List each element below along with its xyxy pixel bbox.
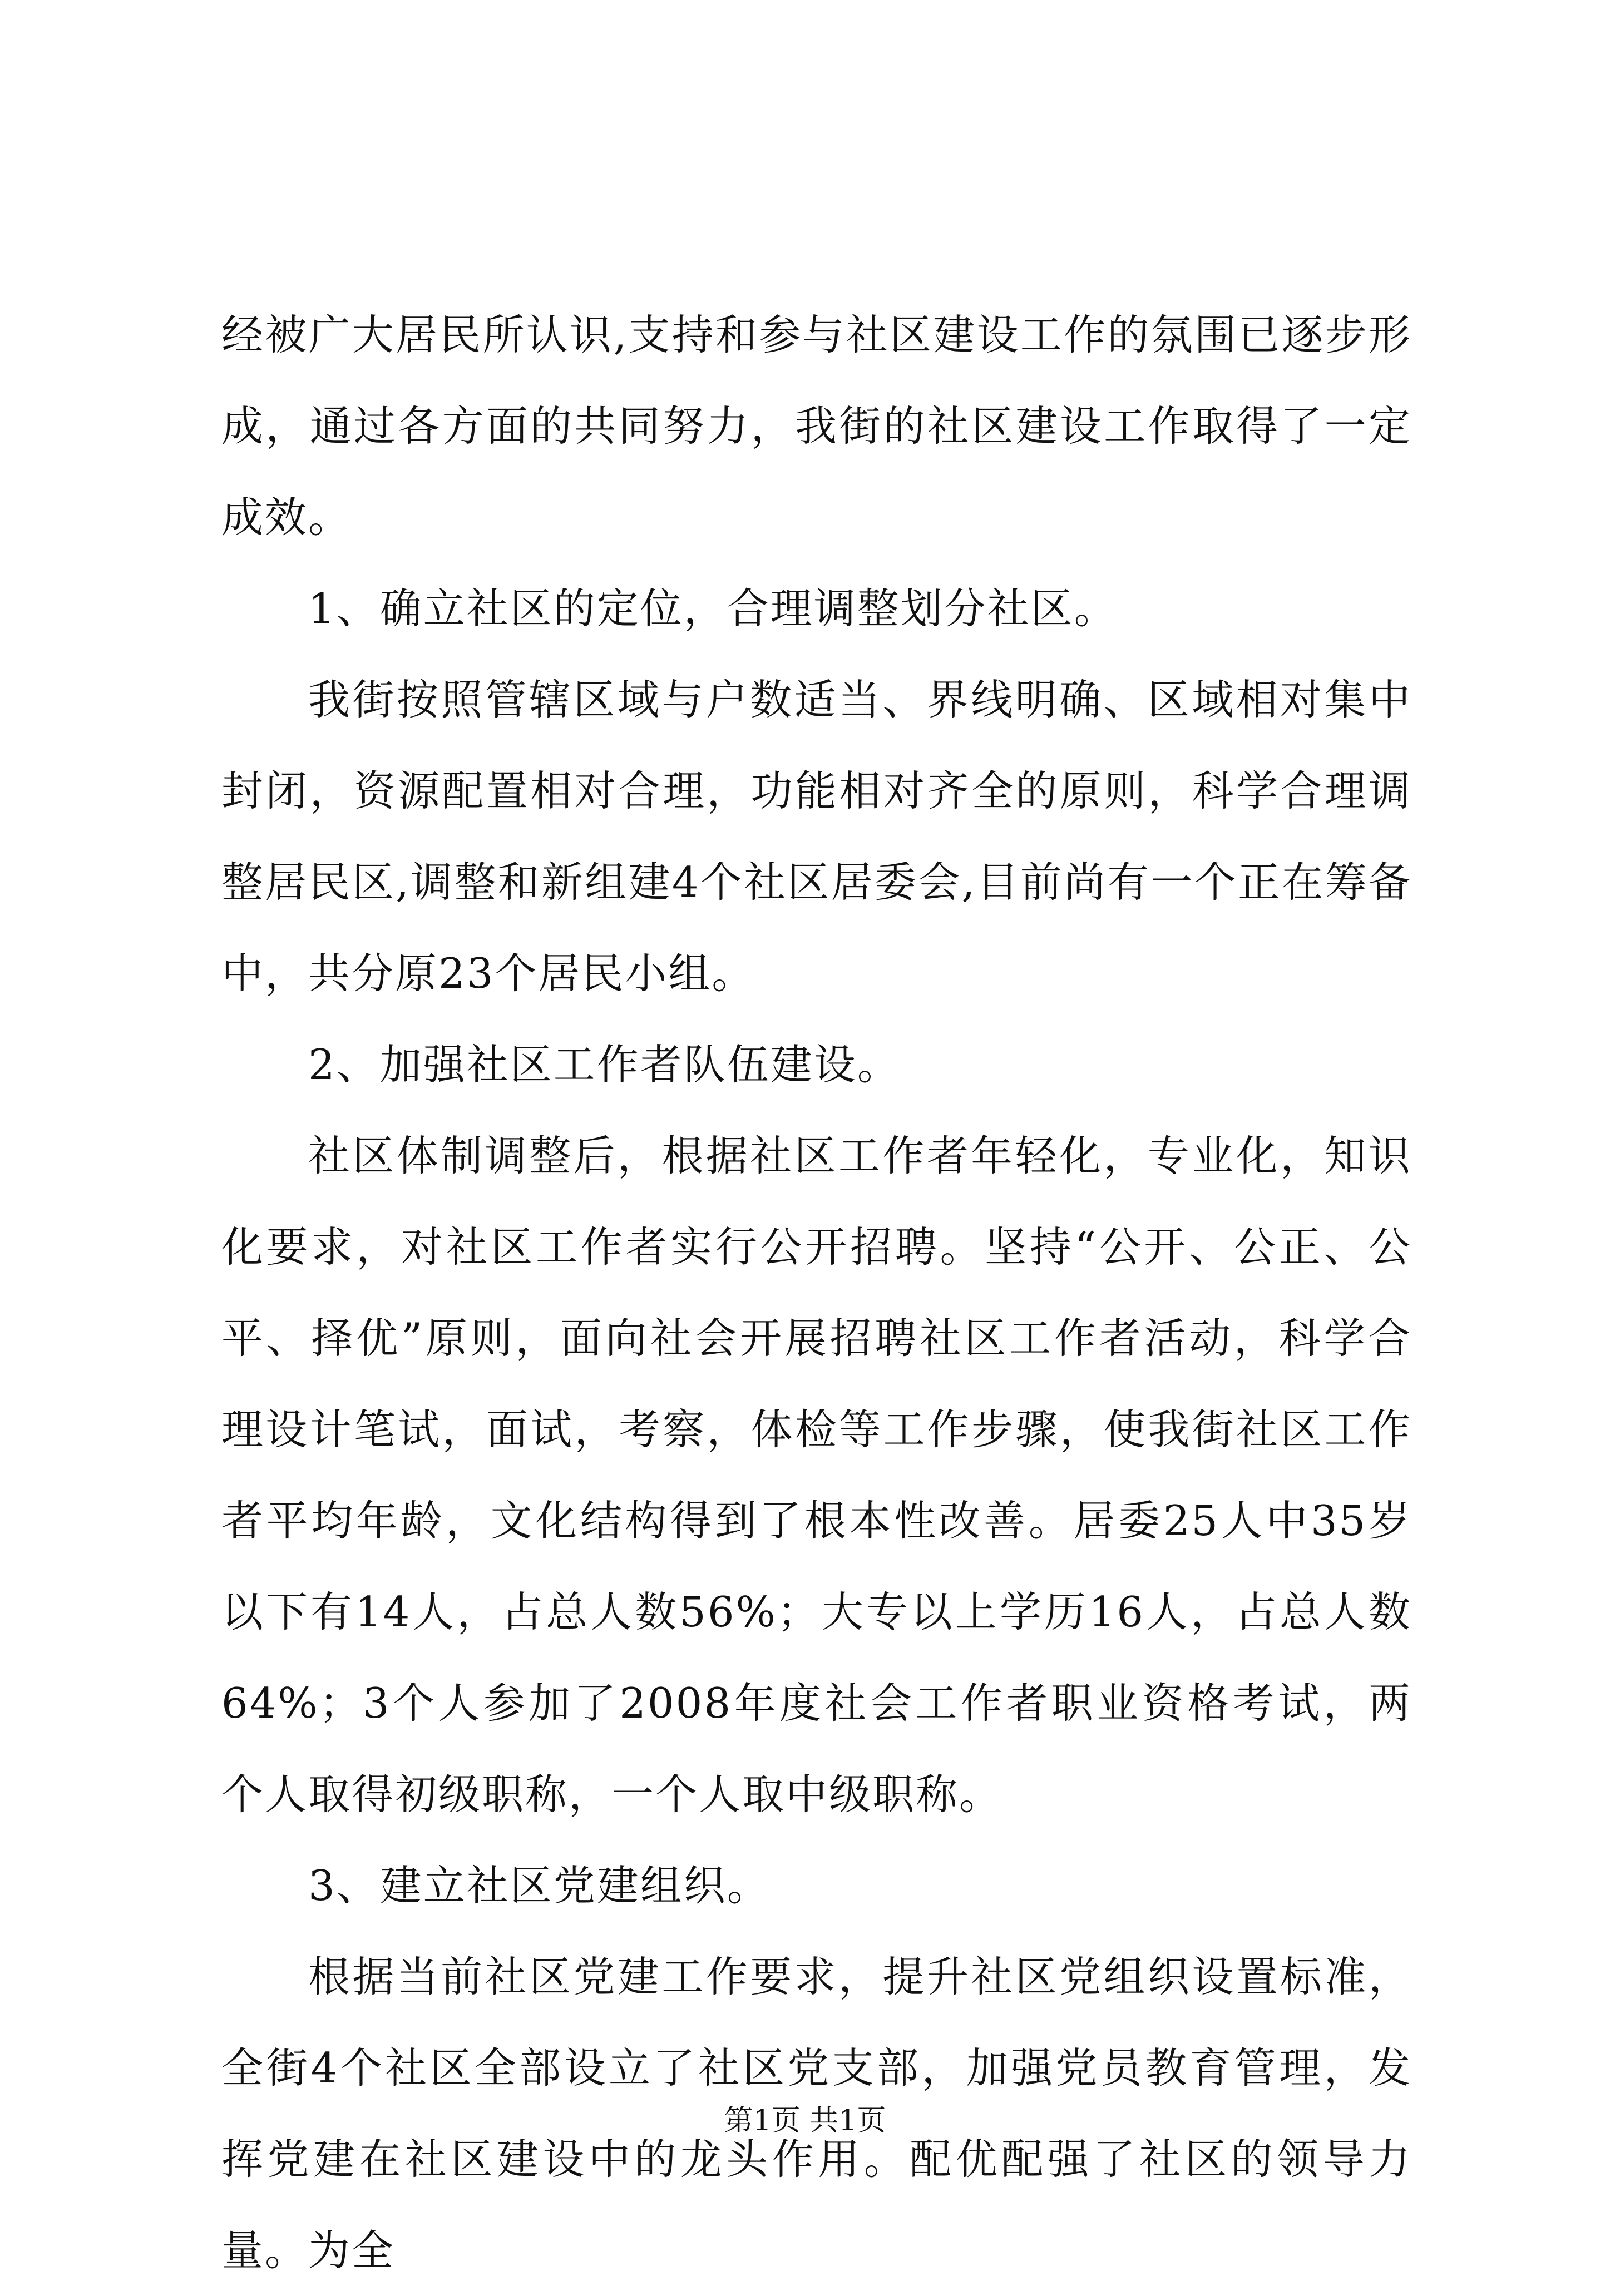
paragraph-community-division: 我街按照管辖区域与户数适当、界线明确、区域相对集中封闭，资源配置相对合理，功能相对齐全的原则，科学合理调整居民区,调整和新组建4个社区居委会,目前尚有一个正在筹备中，共分原23个居民小组。 bbox=[221, 675, 1412, 998]
page-number: 第1页 共1页 bbox=[724, 2104, 886, 2137]
page-footer bbox=[0, 2101, 1610, 2140]
paragraph-continuation: 经被广大居民所认识,支持和参与社区建设工作的氛围已逐步形成，通过各方面的共同努力，我街的社区建设工作取得了一定成效。 bbox=[221, 310, 1412, 542]
heading-party-organization: 3、建立社区党建组织。 bbox=[308, 1861, 771, 1910]
paragraph-party-building: 根据当前社区党建工作要求，提升社区党组织设置标准，全街4个社区全部设立了社区党支部，加强党员教育管理，发挥党建在社区建设中的龙头作用。配优配强了社区的领导力量。为全 bbox=[221, 1952, 1412, 2275]
heading-worker-team: 2、加强社区工作者队伍建设。 bbox=[308, 1040, 901, 1089]
document-body bbox=[221, 289, 1412, 2296]
heading-define-community: 1、确立社区的定位，合理调整划分社区。 bbox=[308, 584, 1118, 633]
paragraph-worker-recruitment: 社区体制调整后，根据社区工作者年轻化，专业化，知识化要求，对社区工作者实行公开招聘。坚持“公开、公正、公平、择优”原则，面向社会开展招聘社区工作者活动，科学合理设计笔试，面试，考察，体检等工作步骤，使我街社区工作者平均年龄，文化结构得到了根本性改善。居委25人中35岁以下有14人，占总人数56%；大专以上学历16人，占总人数64%；3个人参加了2008年度社会工作者职业资格考试，两个人取得初级职称，一个人取中级职称。 bbox=[221, 1131, 1412, 1819]
